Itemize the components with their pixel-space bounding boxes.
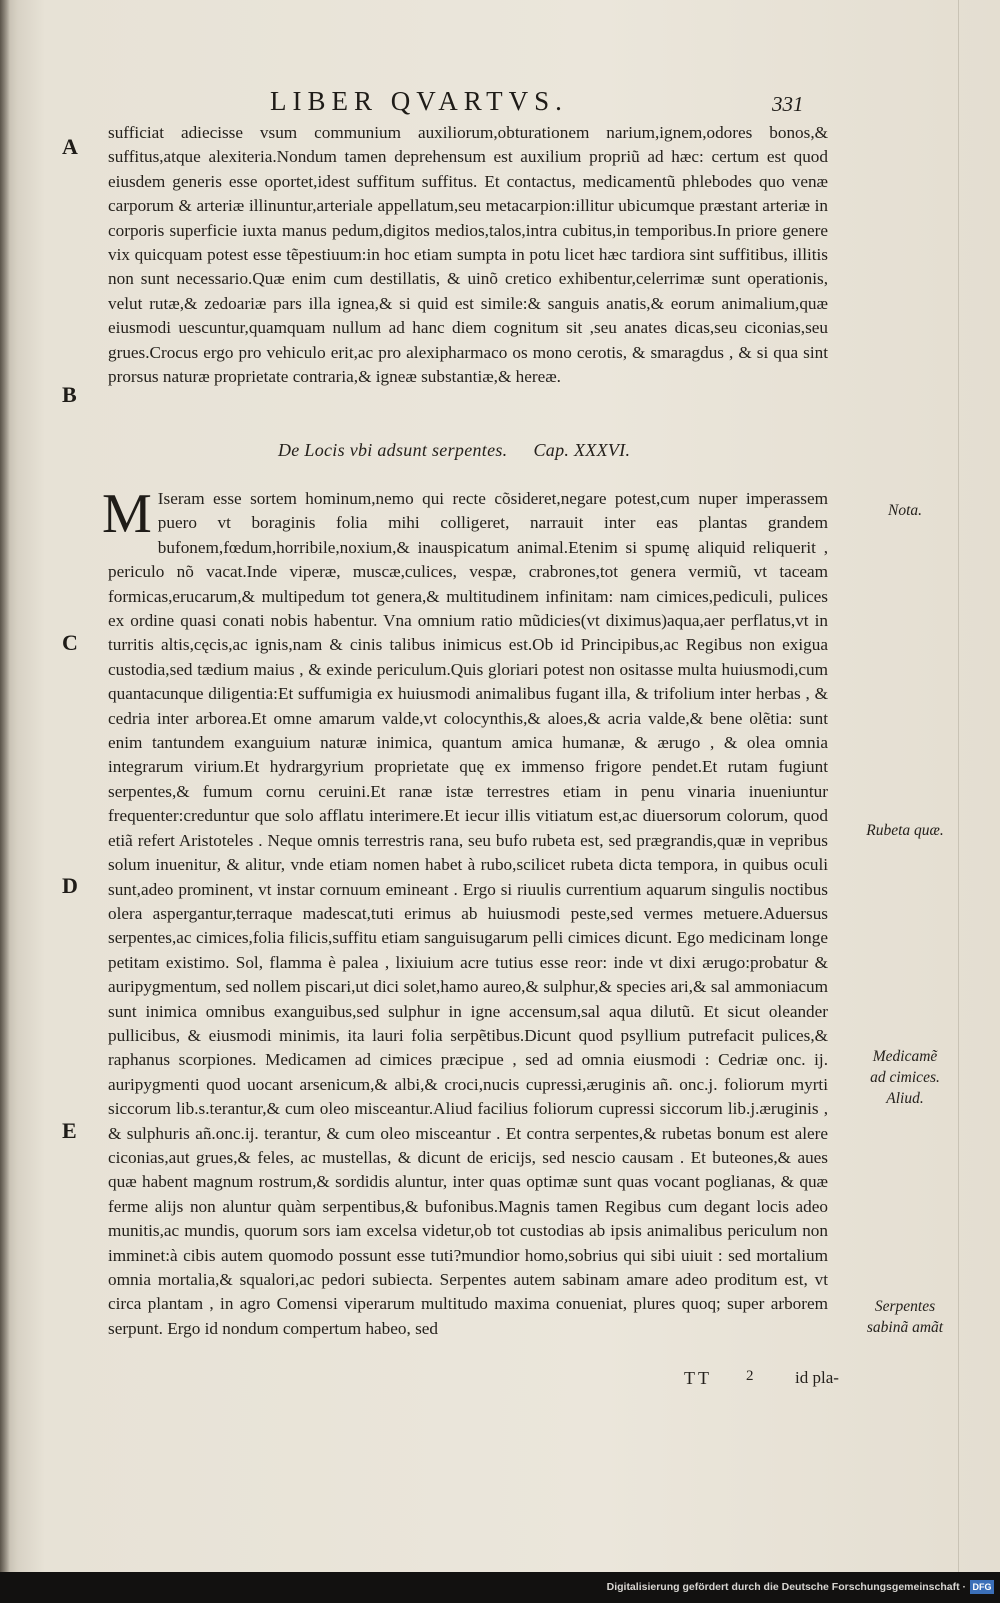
drop-cap: M — [102, 483, 152, 545]
paragraph-continued: sufficiat adiecisse vsum communium auxiliorum,obturationem narium,ignem,odores bonos,& suffitus,atque alexiteria.Nondum tamen deprehensum est auxilium propriũ ad hæc: certum est quod eiusdem generis esse oportet,idest suffitum suffitus. Et contactus, medicamentũ phlebodes quo venæ carporum & arteriæ illinuntur,arteriale appellatum,seu metacarpion:illitur ubicumque præstant arteriæ in corporis superficie iuxta manus pedum,digitos medios,talos,intra cubitus,in temporibus.In priore genere vix quicquam potest esse tẽpestiuum:in hoc etiam sumpta in potu licet hæc tardiora sint suffitibus, illitis non sunt necessario.Quæ enim cum destillatis, & uinõ cretico exhibentur,celerrimæ sunt operationis, velut rutæ,& zedoariæ pars illa ignea,& si quid est simile:& sanguis anatis,& eorum animalium,quæ eiusmodi uescuntur,quamquam nullum ad hanc diem cognitum sit ,seu anates dicas,seu ciconias,seu grues.Crocus ergo pro vehiculo erit,ac pro alexipharmaco os mono cerotis, & smaragdus , & si qua sint prorsus naturæ proprietate contraria,& igneæ substantiæ,& hereæ. — [108, 123, 828, 387]
margin-note-medicamen-line-3: Aliud. — [886, 1090, 924, 1107]
margin-note-rubeta: Rubeta quæ. — [866, 822, 944, 839]
margin-note-medicamen-line-2: ad cimices. — [870, 1069, 940, 1086]
footer-credit: Digitalisierung gefördert durch die Deutsche Forschungsgemeinschaft · — [606, 1581, 966, 1593]
section-letter-a: A — [62, 134, 78, 159]
page-edge-shadow — [0, 0, 10, 1572]
page-number: 331 — [772, 92, 804, 116]
signature-mark: TT — [684, 1368, 712, 1388]
digitization-footer — [0, 1572, 1000, 1603]
section-letter-d: D — [62, 873, 78, 898]
section-letter-c: C — [62, 630, 78, 655]
margin-note-medicamen — [850, 1046, 960, 1109]
section-letter-e: E — [62, 1118, 77, 1143]
chapter-paragraph-text: Iseram esse sortem hominum,nemo qui recte cõsideret,negare potest,cum nuper imperassem puero vt boraginis folia mihi colligeret, narrauit inter eas plantas grandem bufonem,fœdum,horribile,noxium,& inauspicatum animal.Etenim si spumę aliquid reliquerit , periculo nõ vacat.Inde viperæ, muscæ,culices, vespæ, crabrones,tot genera vermiũ, vt taceam formicas,erucarum,& multipedum tot genera,& multitudinem infinitam: nam cimices,pediculi, pulices ex ordine quasi conati nobis habentur. Vna omnium ratio mũdicies(vt diximus)aqua,aer perflatus,vt in turritis altis,cęcis,ac ignis,nam & cinis talibus inimicus est.Ob id Principibus,ac Regibus non exigua custodia,sed tædium maius , & exinde periculum.Quis gloriari potest non ositasse multa huiusmodi,cum quantacunque diligentia:Et suffumigia ex huiusmodi animalibus fugant illa, & trifolium inter herbas , & cedria inter arborea.Et omne amarum valde,vt colocynthis,& aloes,& acria valde,& bene olẽtia: sunt enim tantundem exanguium naturæ inimica, quantum amica humanæ, & ærugo , & olea omnia integrarum virium.Et hydrargyrium proprietate quę ex immenso frigore pendet.Et rutam fugiunt serpentes,& fumum cornu ceruini.Et ranæ istæ terrestres etiam in penu vinaria inueniuntur frequenter:creduntur que solo afflatu interimere.Et iecur illis vitiatum est,ac diuersorum colorum, quod etiã refert Aristoteles . Neque omnis terrestris rana, seu bufo rubeta est, sed prægrandis,quæ in vepribus solum inuenitur, & alitur, vnde etiam nomen habet à rubo,scilicet rubeta dicta tempora, in quibus oculi sunt,adeo prominent, vt instar cornuum emineant . Ergo si riuulis currentium aquarum singulis noctibus olera aspergantur,terraque madescat,tuti erimus ab huiusmodi peste,sed vermes metuere.Aduersus serpentes,ac cimices,folia filicis,suffitu etiam sanguisugarum pelli cimices dicunt. Ego medicinam longe petitam existimo. Sol, flamma è palea , lixiuium acre tutius esse reor: inde vt dixi ærugo:probatur & auripygmentum, sed nollem piscari,ut dici solet,hamo aureo,& sulphur,& species ari,& sal ammoniacum sunt inimica omnibus exanguibus,sed sulphur in igne accensum,sal aqua dilutũ. Et sicut oleander pullicibus, & eiusmodi minimis, ita lauri folia serpẽtibus.Dicunt quod psyllium putrefacit pulices,& raphanus scorpiones. Medicamen ad cimices præcipue , sed ad omnia eiusmodi : Cedriæ onc. ij. auripygmenti quod uocant arsenicum,& albi,& croci,nucis cupressi,æruginis añ. onc.j. foliorum myrti siccorum lib.s.terantur,& cum oleo misceantur.Aliud facilius foliorum cupressi siccorum lib.j.æruginis , & sulphuris añ.onc.ij. terantur, & cum oleo misceantur . Et contra serpentes,& rubetas bonum est alere ciconias,aut grues,& feles, ac mustellas, & dicunt de ericijs, sed nescio causam . Et buteones,& aues quæ habent magnum rostrum,& sordidis aluntur, inter quas optimæ sunt quas vocant poglianas, & quæ ferme alijs non aluntur quàm serpentibus,& bufonibus.Magnis tamen Regibus cum degant locis adeo munitis,ac mundis, quorum sors iam excelsa videtur,ob tot custodias ab ipsis animalibus periculum non imminet:à cibis autem quomodo possunt esse tuti?mundior homo,sobrius qui sibi uiuit : sed mortalium omnia mortalia,& squalori,ac pedori subiecta. Serpentes autem sabinam amare adeo proditum est, vt circa plantam , in agro Comensi viperarum multitudo maxima conueniat, plures quoq; super arborem serpunt. Ergo id nondum compertum habeo, sed — [108, 489, 828, 1338]
chapter-heading — [278, 440, 630, 461]
dfg-logo: DFG — [970, 1580, 994, 1594]
chapter-title: De Locis vbi adsunt serpentes. — [278, 440, 508, 460]
chapter-paragraph — [102, 483, 828, 1341]
margin-note-nota: Nota. — [887, 502, 923, 519]
margin-note-serpentes-line-2: sabinã amãt — [866, 1319, 944, 1336]
margin-note-serpentes-line-1: Serpentes — [874, 1298, 936, 1315]
chapter-number: Cap. XXXVI. — [533, 440, 631, 460]
margin-note-serpentes — [850, 1296, 960, 1338]
margin-note-medicamen-line-1: Medicamẽ — [872, 1048, 938, 1065]
signature-number: 2 — [746, 1368, 754, 1384]
section-letter-b: B — [62, 382, 77, 407]
catchword: id pla- — [795, 1368, 839, 1387]
running-title: LIBER QVARTVS. — [270, 86, 568, 116]
